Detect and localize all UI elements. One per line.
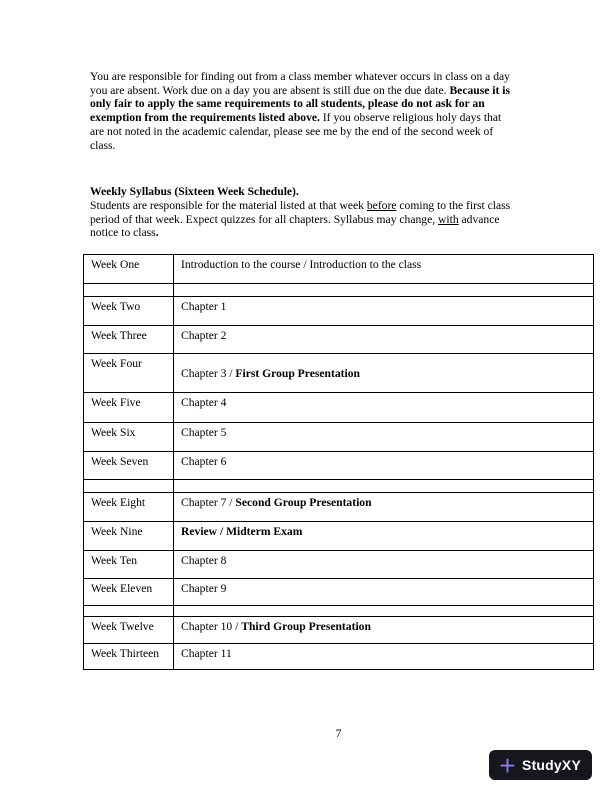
schedule-row [84,551,594,579]
schedule-table-body [84,255,594,670]
topic-cell [174,493,594,522]
week-cell [84,284,174,297]
schedule-row [84,255,594,284]
plus-icon [500,758,515,773]
schedule-row [84,423,594,452]
syllabus-heading: Weekly Syllabus (Sixteen Week Schedule). [90,185,299,198]
schedule-row [84,522,594,551]
text-segment: If you observe religious holy days that are not noted in the academic calendar, please see me by the end of the second week of class. [90,111,502,152]
text-segment: Chapter 2 [181,329,227,342]
schedule-row [84,452,594,480]
topic-cell [174,644,594,670]
text-segment: Students are responsible for the material listed at that week [90,199,367,212]
text-segment: Chapter 5 [181,426,227,439]
spacer-row [84,606,594,617]
text-segment: Chapter 6 [181,455,227,468]
topic-cell [174,326,594,354]
text-segment: Chapter 3 / [181,366,236,380]
week-cell: Week Twelve [84,617,174,644]
text-segment: Third Group Presentation [241,620,371,633]
schedule-row [84,354,594,393]
schedule-row [84,326,594,354]
spacer-row [84,284,594,297]
text-segment: Chapter 7 / [181,496,236,509]
text-segment: coming to the first class period of that week. Expect quizzes for all chapters. Syllabus may change, [90,199,511,226]
schedule-row [84,579,594,606]
spacer-row [84,480,594,493]
schedule-row [84,617,594,644]
text-segment: You are responsible for finding out from a class member whatever occurs in class on a day you are absent. Work due on a day you are absent is still due on the due date. [90,70,510,97]
schedule-row [84,393,594,423]
text-segment: advance notice to class [90,212,500,240]
schedule-row [84,644,594,670]
absence-policy-paragraph [90,70,514,152]
text-segment: before [366,199,397,212]
text-segment: Chapter 4 [181,396,227,409]
week-cell: Week Eleven [84,579,174,606]
week-cell [84,606,174,617]
topic-cell [174,606,594,617]
topic-cell [174,617,594,644]
week-cell: Week Five [84,393,174,423]
logo-text: StudyXY [522,757,581,773]
text-segment: Chapter 10 / [181,620,242,633]
text-segment: Chapter 8 [181,554,227,567]
week-cell: Week One [84,255,174,284]
topic-cell [174,579,594,606]
topic-cell [174,284,594,297]
text-segment: Review / Midterm Exam [181,525,303,538]
topic-cell [174,393,594,423]
page-number: 7 [335,727,342,740]
text-segment: Chapter 1 [181,300,227,313]
week-cell: Week Seven [84,452,174,480]
topic-cell [174,297,594,326]
syllabus-intro-paragraph [90,199,514,240]
topic-cell [174,255,594,284]
text-segment: First Group Presentation [235,366,360,380]
text-segment: Chapter 11 [181,647,232,660]
week-cell: Week Ten [84,551,174,579]
week-cell: Week Six [84,423,174,452]
schedule-row [84,297,594,326]
week-cell: Week Four [84,354,174,393]
text-segment: Second Group Presentation [235,496,372,509]
week-cell: Week Thirteen [84,644,174,670]
topic-cell [174,452,594,480]
text-segment: . [155,226,159,240]
text-segment: Chapter 9 [181,582,227,595]
text-segment: with [438,212,459,226]
week-cell [84,480,174,493]
week-cell: Week Eight [84,493,174,522]
topic-cell [174,423,594,452]
topic-cell [174,551,594,579]
week-cell: Week Two [84,297,174,326]
week-cell: Week Nine [84,522,174,551]
week-cell: Week Three [84,326,174,354]
topic-cell [174,354,594,393]
studyxy-logo [489,750,592,780]
topic-cell [174,522,594,551]
text-segment: Introduction to the course / Introduction to the class [181,258,422,271]
schedule-row [84,493,594,522]
topic-cell [174,480,594,493]
weekly-schedule-table [83,254,594,670]
text-segment: Because it is only fair to apply the same requirements to all students, please do not ask for an exemption from the requirements listed above. [90,83,510,125]
